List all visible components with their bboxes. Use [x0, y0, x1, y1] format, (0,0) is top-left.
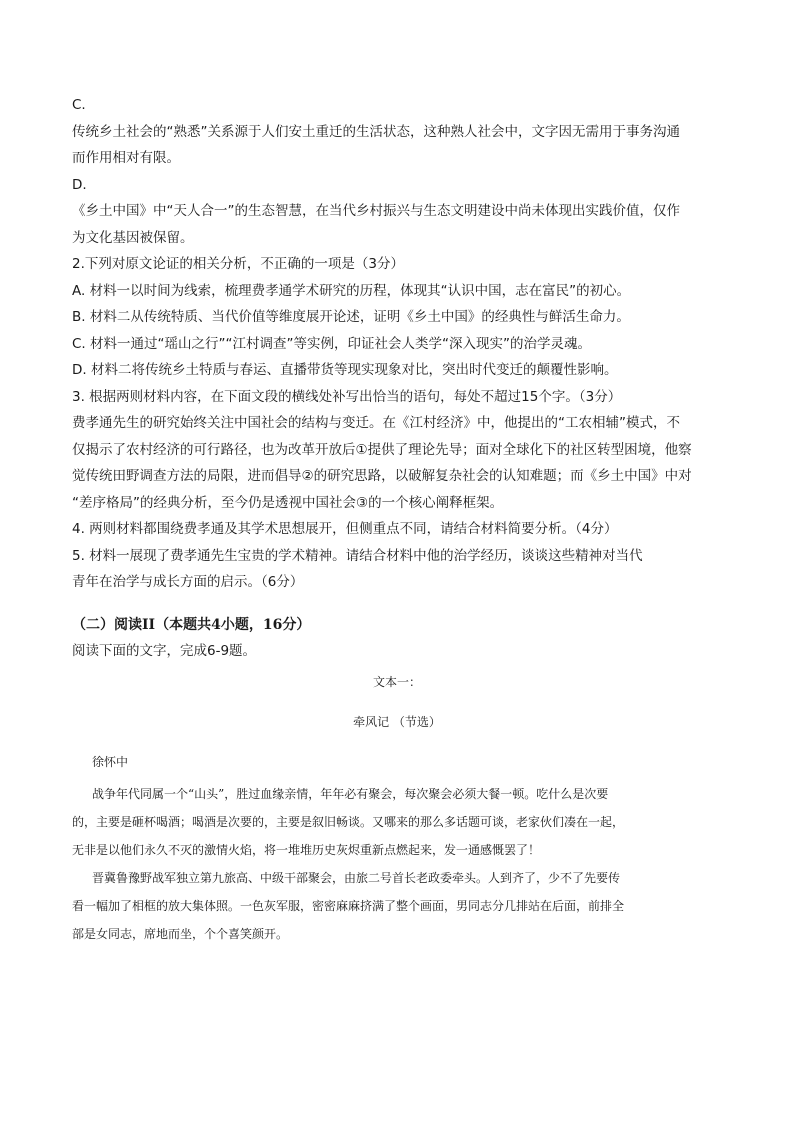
- passage-line: 晋冀鲁豫野战军独立第九旅高、中级干部聚会，由旅二号首长老政委牵头。人到齐了，少不了先要传: [92, 870, 621, 885]
- question-3: 3. 根据两则材料内容，在下面文段的横线处补写出恰当的语句，每处不超过15个字。（3分）: [72, 388, 622, 405]
- text-line: 仅揭示了农村经济的可行路径，也为改革开放后①提供了理论先导；面对全球化下的社区转型困境，他察: [72, 441, 692, 458]
- text-line: 为文化基因被保留。: [72, 229, 194, 246]
- text-line: 而作用相对有限。: [72, 150, 180, 166]
- text-line: 传统乡土社会的“熟悉”关系源于人们安土重迁的生活状态，这种熟人社会中，文字因无需用于事务沟通: [72, 123, 680, 140]
- passage-line: 看一幅加了相框的放大集体照。一色灰军服，密密麻麻挤满了整个画面，男同志分几排站在后面，前排全: [72, 898, 625, 913]
- text-line: “差序格局”的经典分析，至今仍是透视中国社会③的一个核心阐释框架。: [72, 494, 504, 511]
- passage-line: 的，主要是砸杯喝酒；喝酒是次要的，主要是叙旧畅谈。又哪来的那么多话题可谈，老家伙们凑在一起，: [72, 814, 625, 829]
- question-2: 2.下列对原文论证的相关分析，不正确的一项是（3分）: [72, 256, 404, 272]
- text-line: 费孝通先生的研究始终关注中国社会的结构与变迁。在《江村经济》中，他提出的“工农相辅”模式，不: [72, 415, 680, 431]
- question-4: 4. 两则材料都围绕费孝通及其学术思想展开，但侧重点不同，请结合材料简要分析。（4分）: [72, 521, 618, 537]
- passage-title: 牵风记 （节选）: [353, 714, 441, 729]
- passage-line: 部是女同志，席地而坐，个个喜笑颜开。: [72, 926, 289, 941]
- document-page: [72, 92, 722, 948]
- question-5: 5. 材料一展现了费孝通先生宝贵的学术精神。请结合材料中他的治学经历，谈谈这些精神对当代: [72, 547, 643, 564]
- passage-line: 无非是以他们永久不灭的激情火焰，将一堆堆历史灰烬重新点燃起来，发一通感慨罢了！: [72, 842, 541, 857]
- passage-paragraph-1: [72, 780, 722, 864]
- passage-author: 徐怀中: [92, 754, 129, 769]
- section-heading: （二）阅读II（本题共4小题，16分）: [72, 616, 311, 633]
- text-label: 文本一：: [372, 674, 421, 689]
- text-line: 《乡土中国》中“天人合一”的生态智慧，在当代乡村振兴与生态文明建设中尚未体现出实践价值，仅作: [72, 203, 680, 219]
- option-a: A. 材料一以时间为线索，梳理费孝通学术研究的历程，体现其“认识中国，志在富民”的初心。: [72, 282, 631, 299]
- section-instruction: 阅读下面的文字，完成6-9题。: [72, 642, 257, 659]
- question-block: [72, 92, 722, 596]
- option-d: D. 材料二将传统乡土特质与春运、直播带货等现实现象对比，突出时代变迁的颠覆性影响。: [72, 362, 618, 378]
- text-line: D.: [72, 176, 87, 193]
- text-line: C.: [72, 97, 86, 113]
- text-line: 觉传统田野调查方法的局限，进而倡导②的研究思路，以破解复杂社会的认知难题；而《乡土中国》中对: [72, 468, 692, 484]
- passage-paragraph-2: [72, 864, 722, 948]
- text-line: 青年在治学与成长方面的启示。（6分）: [72, 574, 304, 590]
- option-b: B. 材料二从传统特质、当代价值等维度展开论述，证明《乡土中国》的经典性与鲜活生命力。: [72, 309, 630, 325]
- passage-line: 战争年代同属一个“山头”，胜过血缘亲情，年年必有聚会，每次聚会必须大餐一顿。吃什么是次要: [92, 786, 609, 801]
- option-c: C. 材料一通过“瑶山之行”“江村调查”等实例，印证社会人类学“深入现实”的治学灵魂。: [72, 335, 591, 352]
